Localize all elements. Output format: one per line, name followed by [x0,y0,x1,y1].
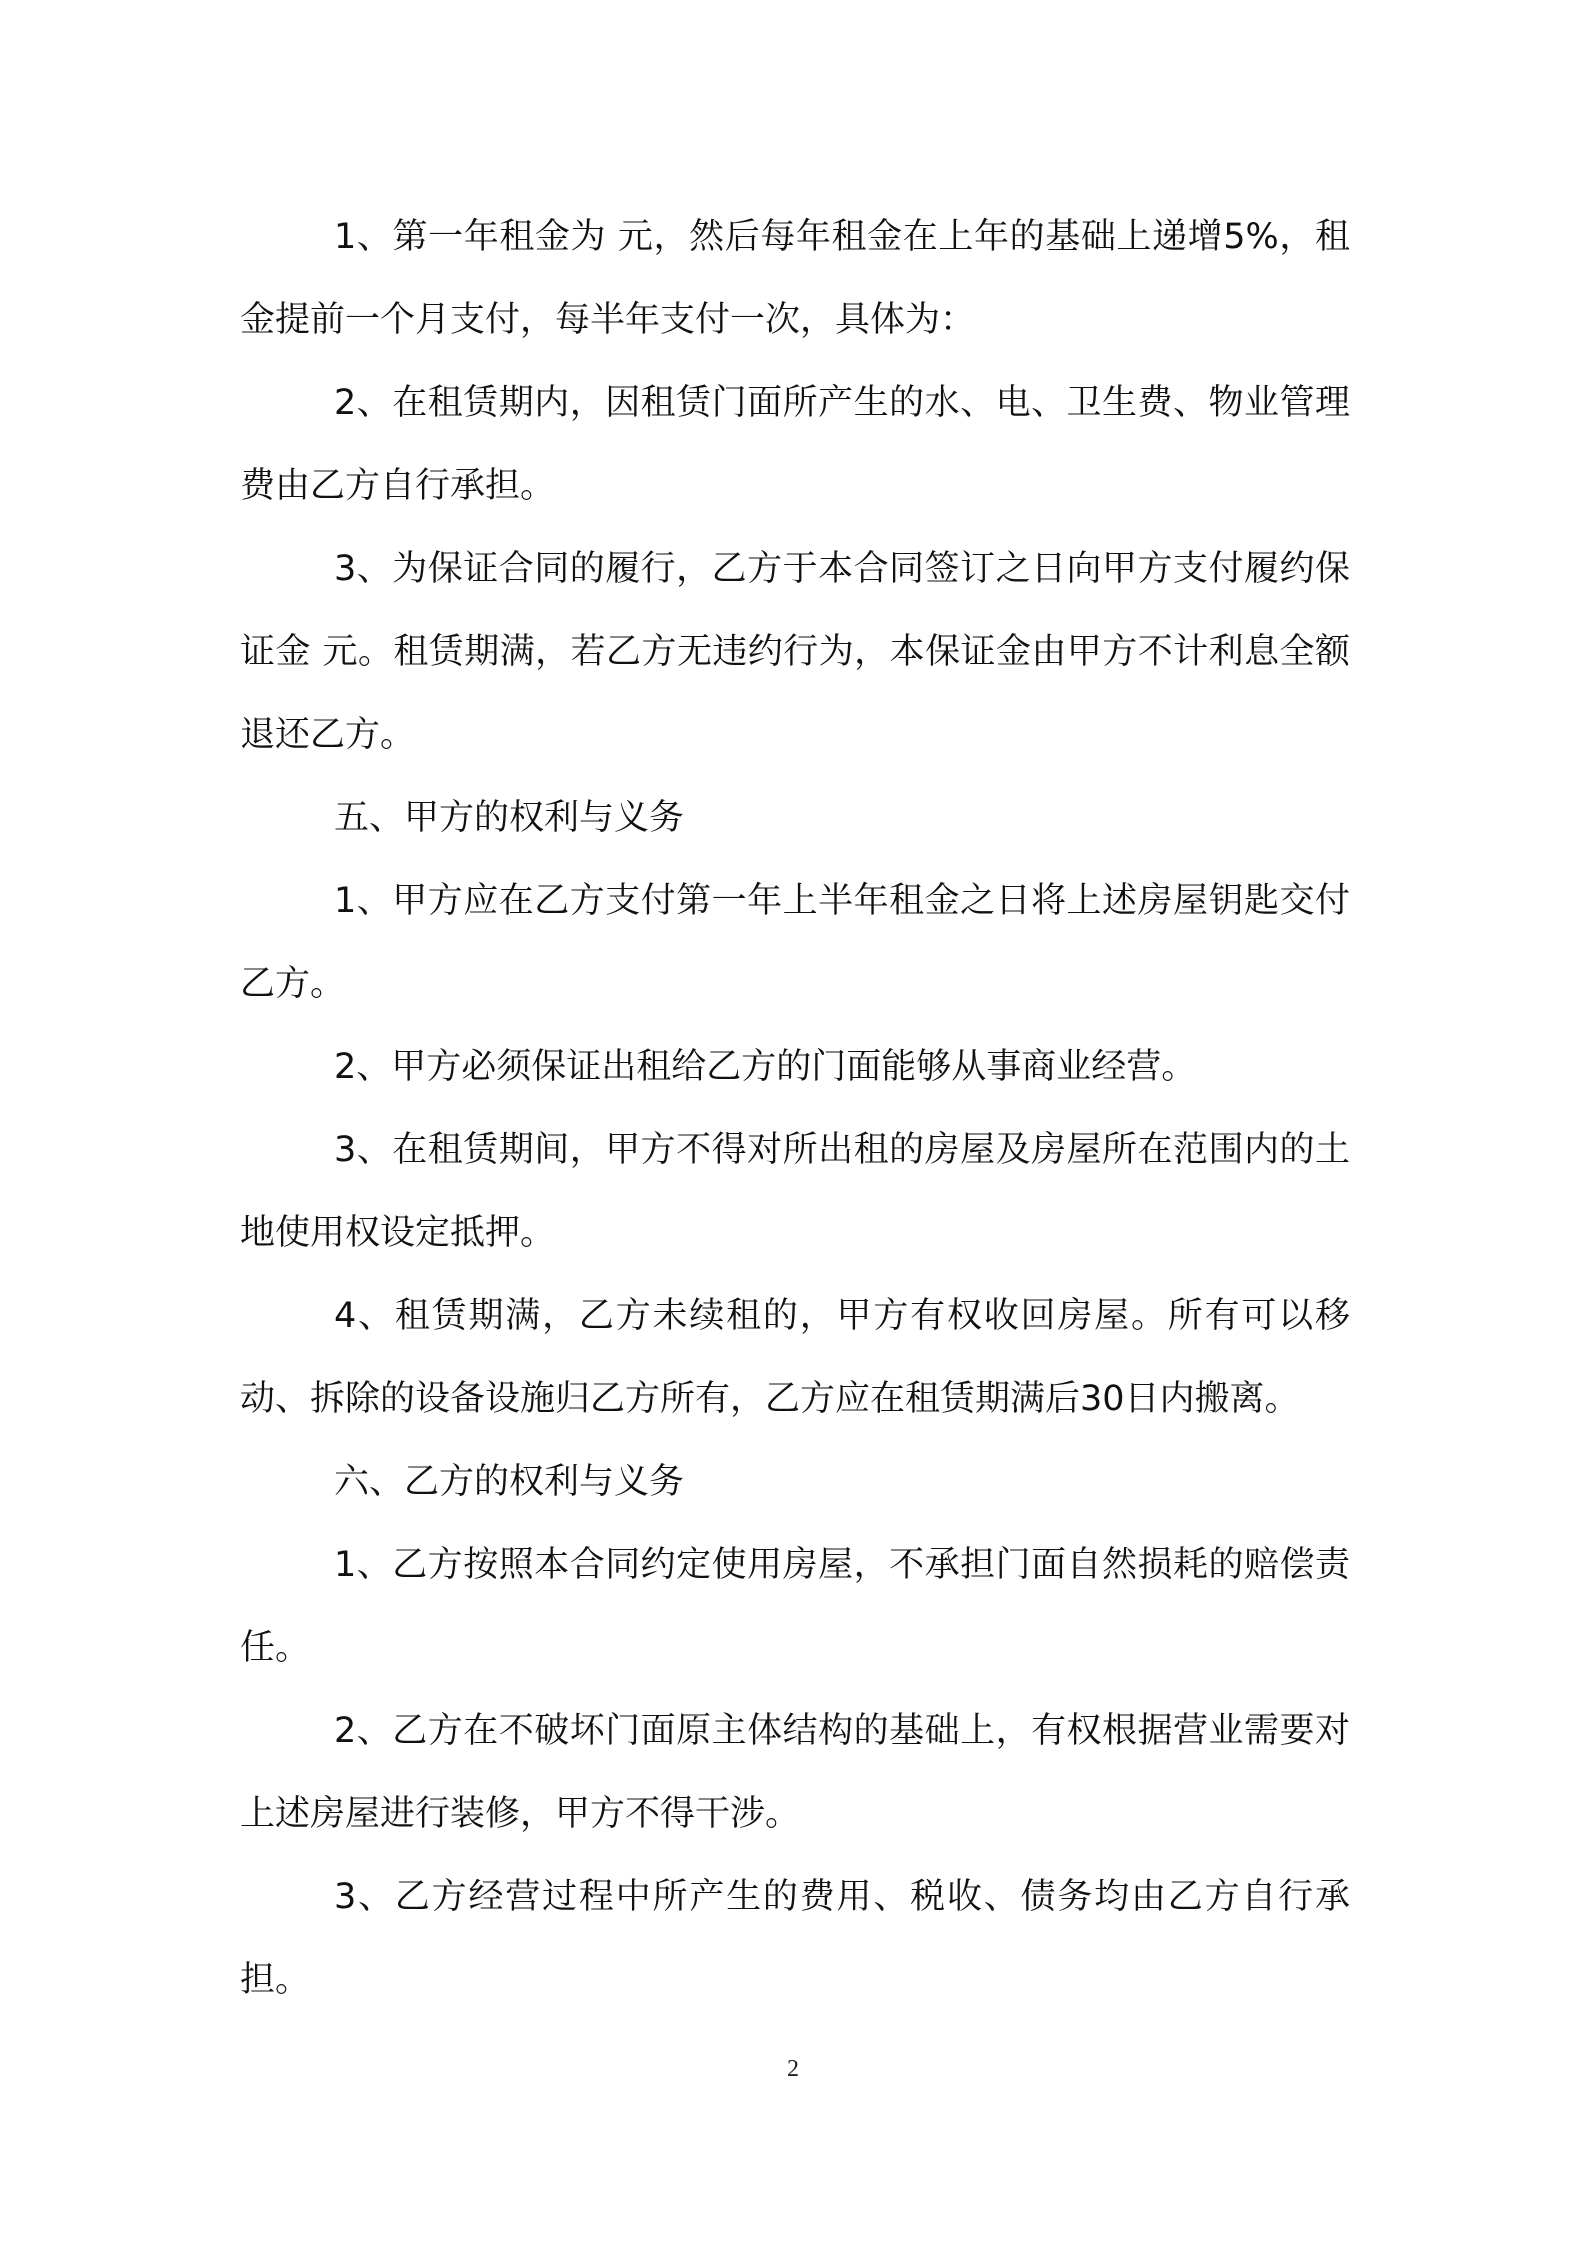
clause-no-mortgage: 3、在租赁期间，甲方不得对所出租的房屋及房屋所在范围内的土地使用权设定抵押。 [240,1130,1350,1253]
clause-key-handover: 1、甲方应在乙方支付第一年上半年租金之日将上述房屋钥匙交付乙方。 [240,881,1350,1004]
clause-renovation: 2、乙方在不破坏门面原主体结构的基础上，有权根据营业需要对上述房屋进行装修，甲方不得干涉。 [240,1711,1350,1834]
clause-lease-expiry: 4、租赁期满，乙方未续租的，甲方有权收回房屋。所有可以移动、拆除的设备设施归乙方所有，乙方应在租赁期满后30日内搬离。 [240,1296,1350,1419]
clause-rent-first-year: 1、第一年租金为 元，然后每年租金在上年的基础上递增5%，租金提前一个月支付，每半年支付一次，具体为： [240,217,1350,340]
page-number: 2 [787,2056,799,2082]
clause-natural-wear: 1、乙方按照本合同约定使用房屋，不承担门面自然损耗的赔偿责任。 [240,1545,1350,1668]
document-body [240,196,1350,2022]
clause-deposit: 3、为保证合同的履行，乙方于本合同签订之日向甲方支付履约保证金 元。租赁期满，若乙方无违约行为，本保证金由甲方不计利息全额退还乙方。 [240,549,1350,755]
clause-commercial-use: 2、甲方必须保证出租给乙方的门面能够从事商业经营。 [334,1047,1197,1087]
clause-utility-fees: 2、在租赁期内，因租赁门面所产生的水、电、卫生费、物业管理费由乙方自行承担。 [240,383,1350,506]
section-heading-party-a: 五、甲方的权利与义务 [334,798,685,838]
section-heading-party-b: 六、乙方的权利与义务 [334,1462,685,1502]
clause-expenses: 3、乙方经营过程中所产生的费用、税收、债务均由乙方自行承担。 [240,1877,1350,2000]
